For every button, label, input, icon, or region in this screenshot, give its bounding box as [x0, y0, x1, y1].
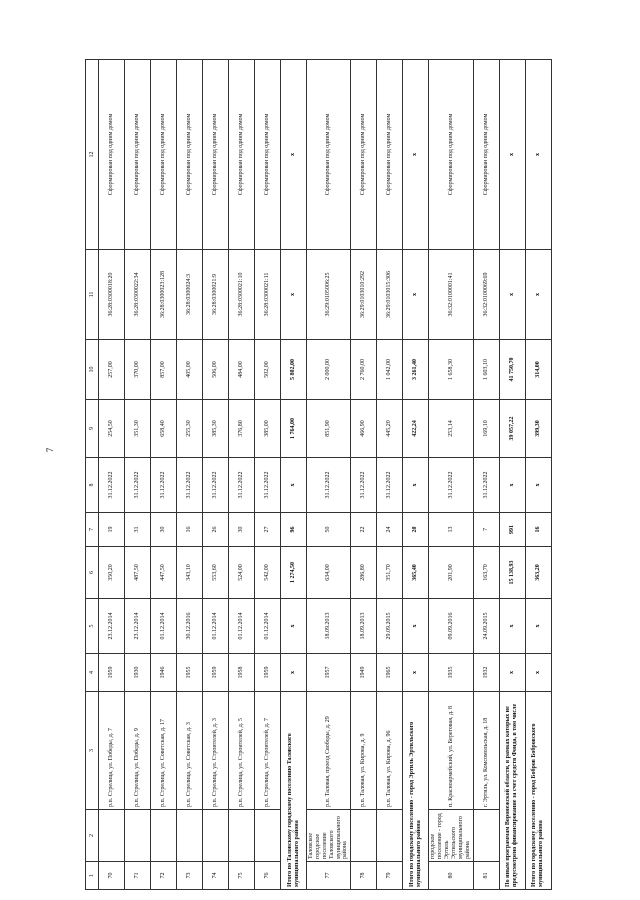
total-row	[525, 60, 551, 890]
table-cell: х	[281, 599, 307, 654]
table-cell: 542,00	[255, 547, 281, 599]
table-cell: 81	[473, 862, 499, 890]
table-cell: 363,20	[525, 547, 551, 599]
table-cell: р.п. Стрелица, ул. Строителей, д. 3	[203, 692, 229, 810]
header-cell: 6	[86, 547, 99, 599]
housing-table	[85, 59, 552, 890]
table-cell: 09.09.2016	[429, 599, 473, 654]
table-cell: х	[499, 654, 525, 692]
table-cell	[229, 810, 255, 862]
table-cell: Сформирован под одним домом	[473, 60, 499, 250]
table-cell: х	[499, 458, 525, 513]
table-cell: х	[525, 654, 551, 692]
table-cell: 2 000,00	[307, 340, 351, 400]
table-cell: 405,00	[177, 340, 203, 400]
table-cell: 1949	[351, 654, 377, 692]
table-cell: 31.12.2022	[255, 458, 281, 513]
table-cell: Сформирован под одним домом	[203, 60, 229, 250]
table-cell: 31.12.2022	[429, 458, 473, 513]
table-cell: Сформирован под одним домом	[125, 60, 151, 250]
table-cell: 201,90	[429, 547, 473, 599]
table-cell: 31.12.2022	[151, 458, 177, 513]
table-cell: х	[525, 458, 551, 513]
table-cell	[203, 810, 229, 862]
table-cell: 351,30	[125, 400, 151, 458]
table-cell: х	[525, 250, 551, 340]
table-cell: 445,20	[377, 400, 403, 458]
table-cell: 36:28:0300021:9	[203, 250, 229, 340]
table-cell: 15 138,93	[499, 547, 525, 599]
table-viewport	[85, 60, 545, 890]
table-cell: 41 750,70	[499, 340, 525, 400]
table-row	[429, 60, 473, 890]
table-cell: 80	[429, 862, 473, 890]
table-cell: Сформирован под одним домом	[177, 60, 203, 250]
table-cell: 286,80	[351, 547, 377, 599]
table-cell: городское поселение - город Эртиль Эртильского муниципального района	[429, 810, 473, 862]
table-cell: 484,00	[229, 340, 255, 400]
table-cell: 1959	[255, 654, 281, 692]
table-cell: 169,10	[473, 400, 499, 458]
table-cell: 385,00	[255, 400, 281, 458]
table-cell: р.п. Стрелица, ул. Советская, д. 3	[177, 692, 203, 810]
table-cell: 257,00	[99, 340, 125, 400]
table-cell: 1 603,10	[473, 340, 499, 400]
table-cell: Сформирован под одним домом	[307, 60, 351, 250]
table-cell: 31.12.2022	[229, 458, 255, 513]
table-cell: 399,30	[525, 400, 551, 458]
table-cell: 487,50	[125, 547, 151, 599]
header-cell: 7	[86, 513, 99, 547]
table-cell: 1955	[177, 654, 203, 692]
table-cell: 857,00	[151, 340, 177, 400]
table-cell: 658,40	[151, 400, 177, 458]
table-cell: 01.12.2014	[203, 599, 229, 654]
table-cell: 1959	[99, 654, 125, 692]
table-cell: Сформирован под одним домом	[377, 60, 403, 250]
table-cell: 72	[151, 862, 177, 890]
header-cell: 5	[86, 599, 99, 654]
table-cell: 36:32:0100069:69	[473, 250, 499, 340]
table-cell: 36:28:0300021:11	[255, 250, 281, 340]
table-cell: 553,60	[203, 547, 229, 599]
table-cell: р.п. Стрелица, ул. Строителей, д. 5	[229, 692, 255, 810]
table-cell: р.п. Таловая, проезд Свободы, д. 29	[307, 692, 351, 810]
header-cell: 8	[86, 458, 99, 513]
table-cell: р.п. Стрелица, ул. Советская, д. 17	[151, 692, 177, 810]
table-cell: 31.12.2022	[351, 458, 377, 513]
table-cell: 1958	[229, 654, 255, 692]
table-cell: Таловское городское поселение Таловского муниципального района	[307, 810, 351, 862]
table-cell: 634,00	[307, 547, 351, 599]
table-cell: 24.09.2015	[473, 599, 499, 654]
table-cell: х	[403, 458, 429, 513]
total-label: Итого по городскому поселению - город Эртиль Эртильского муниципального района	[403, 692, 429, 890]
table-cell: 351,70	[377, 547, 403, 599]
table-cell	[473, 810, 499, 862]
table-cell: 30	[151, 513, 177, 547]
table-cell: 365,40	[403, 547, 429, 599]
header-cell: 2	[86, 810, 99, 862]
table-cell: 1930	[125, 654, 151, 692]
table-cell: р.п. Стрелица, ул. Победы, д. 7	[99, 692, 125, 810]
table-cell: 13	[429, 513, 473, 547]
table-cell: 31.12.2022	[203, 458, 229, 513]
table-cell: 36:28:0300018:20	[99, 250, 125, 340]
table-cell: 71	[125, 862, 151, 890]
table-cell: 1959	[203, 654, 229, 692]
total-row	[403, 60, 429, 890]
table-row	[125, 60, 151, 890]
table-cell: 36:28:0300022:34	[125, 250, 151, 340]
table-cell: х	[281, 654, 307, 692]
table-cell: 16	[177, 513, 203, 547]
total-label: По иным программам Воронежской области, в рамках которых не предусмотрено финансирование за счет средств Фонда, в том числе	[499, 692, 525, 890]
table-cell: р.п. Таловая, ул. Кирова, д. 9	[351, 692, 377, 810]
table-cell: х	[281, 458, 307, 513]
table-cell: 1 764,00	[281, 400, 307, 458]
table-cell: 3 261,40	[403, 340, 429, 400]
table-cell: 31.12.2022	[377, 458, 403, 513]
table-row	[99, 60, 125, 890]
table-cell: 524,00	[229, 547, 255, 599]
table-row	[377, 60, 403, 890]
table-cell: 1946	[151, 654, 177, 692]
table-cell: х	[403, 60, 429, 250]
table-cell: р.п. Таловая, ул. Кирова, д. 96	[377, 692, 403, 810]
table-cell: 75	[229, 862, 255, 890]
total-label: Итого по Таловскому городскому поселению Таловского муниципального района	[281, 692, 307, 890]
table-cell: х	[281, 250, 307, 340]
table-cell: 991	[499, 513, 525, 547]
table-cell: п. Красноармейский, ул. Береговая, д. 8	[429, 692, 473, 810]
table-cell: 36:32:0100001:41	[429, 250, 473, 340]
table-cell: 31.12.2022	[125, 458, 151, 513]
table-cell: х	[499, 60, 525, 250]
table-cell: х	[525, 599, 551, 654]
table-cell: Сформирован под одним домом	[229, 60, 255, 250]
table-cell: 255,30	[177, 400, 203, 458]
header-row	[86, 60, 99, 890]
table-row	[473, 60, 499, 890]
header-cell: 9	[86, 400, 99, 458]
header-cell: 10	[86, 340, 99, 400]
table-cell: 77	[307, 862, 351, 890]
table-cell: 01.12.2014	[229, 599, 255, 654]
table-cell: х	[403, 250, 429, 340]
table-cell: 78	[351, 862, 377, 890]
total-label: Итого по городскому поселению - город Бобров Бобровского муниципального района	[525, 692, 551, 890]
table-cell: 31.12.2022	[177, 458, 203, 513]
table-cell: 50	[307, 513, 351, 547]
table-cell: 36:28:0300024:3	[177, 250, 203, 340]
table-cell: 18.09.2013	[351, 599, 377, 654]
table-body	[86, 60, 552, 890]
table-cell: 26	[203, 513, 229, 547]
table-cell: 29.09.2015	[377, 599, 403, 654]
table-cell: 31.12.2022	[99, 458, 125, 513]
table-cell	[255, 810, 281, 862]
table-cell: 163,70	[473, 547, 499, 599]
table-cell: 22	[351, 513, 377, 547]
table-cell	[125, 810, 151, 862]
table-cell: 5 802,00	[281, 340, 307, 400]
rotated-page	[85, 60, 545, 890]
table-cell: Сформирован под одним домом	[351, 60, 377, 250]
table-cell: 73	[177, 862, 203, 890]
header-cell: 11	[86, 250, 99, 340]
table-cell: 79	[377, 862, 403, 890]
table-row	[203, 60, 229, 890]
table-cell: 31	[125, 513, 151, 547]
table-row	[151, 60, 177, 890]
table-cell: х	[499, 250, 525, 340]
table-cell: 254,50	[99, 400, 125, 458]
header-cell: 4	[86, 654, 99, 692]
table-cell: 19	[99, 513, 125, 547]
table-cell: 343,10	[177, 547, 203, 599]
table-cell: 466,90	[351, 400, 377, 458]
table-cell: 30.12.2016	[177, 599, 203, 654]
table-cell: 376,80	[229, 400, 255, 458]
table-cell: 23.12.2014	[125, 599, 151, 654]
table-cell: р.п. Стрелица, ул. Строителей, д. 7	[255, 692, 281, 810]
table-cell: 18.09.2013	[307, 599, 351, 654]
table-cell: 385,30	[203, 400, 229, 458]
table-cell: р.п. Стрелица, ул. Победы, д. 9	[125, 692, 151, 810]
table-cell: 70	[99, 862, 125, 890]
table-cell: 1 274,50	[281, 547, 307, 599]
table-cell: 96	[281, 513, 307, 547]
table-cell: 01.12.2014	[151, 599, 177, 654]
table-cell: 253,14	[429, 400, 473, 458]
table-cell: 1965	[377, 654, 403, 692]
table-cell: 350,20	[99, 547, 125, 599]
table-cell: Сформирован под одним домом	[99, 60, 125, 250]
table-cell: 36:29:0105006:25	[307, 250, 351, 340]
table-cell: 24	[377, 513, 403, 547]
table-cell: 851,90	[307, 400, 351, 458]
table-cell: 31.12.2022	[473, 458, 499, 513]
table-cell: 36:29:0103015:306	[377, 250, 403, 340]
table-cell: 314,00	[525, 340, 551, 400]
table-cell: Сформирован под одним домом	[151, 60, 177, 250]
header-cell: 1	[86, 862, 99, 890]
table-cell: х	[403, 599, 429, 654]
table-cell: 1932	[473, 654, 499, 692]
table-cell	[99, 810, 125, 862]
table-cell: 502,00	[255, 340, 281, 400]
table-cell: г. Эртиль, ул. Комсомольская, д. 18	[473, 692, 499, 810]
table-cell: х	[281, 60, 307, 250]
table-cell: 1935	[429, 654, 473, 692]
table-cell: 36:29:0103010:292	[351, 250, 377, 340]
page-number: 7	[45, 447, 55, 453]
table-cell: 23.12.2014	[99, 599, 125, 654]
table-cell: 39 057,22	[499, 400, 525, 458]
table-cell: 1 658,30	[429, 340, 473, 400]
table-cell: х	[403, 654, 429, 692]
table-cell: 31.12.2022	[307, 458, 351, 513]
header-cell: 3	[86, 692, 99, 810]
table-row	[177, 60, 203, 890]
table-cell	[177, 810, 203, 862]
table-cell: 16	[525, 513, 551, 547]
table-cell: 7	[473, 513, 499, 547]
table-cell: 74	[203, 862, 229, 890]
table-row	[307, 60, 351, 890]
table-cell: 422,24	[403, 400, 429, 458]
table-cell: х	[499, 599, 525, 654]
total-row	[499, 60, 525, 890]
table-row	[351, 60, 377, 890]
table-cell: 447,50	[151, 547, 177, 599]
table-cell: 20	[403, 513, 429, 547]
table-cell: 1 042,00	[377, 340, 403, 400]
table-cell: 27	[255, 513, 281, 547]
table-cell: 2 760,00	[351, 340, 377, 400]
table-cell: 370,00	[125, 340, 151, 400]
table-cell: 36:28:0300021:10	[229, 250, 255, 340]
table-cell: Сформирован под одним домом	[255, 60, 281, 250]
table-cell	[377, 810, 403, 862]
table-cell: 30	[229, 513, 255, 547]
table-cell	[151, 810, 177, 862]
table-cell: Сформирован под одним домом	[429, 60, 473, 250]
table-cell: 36:28:0300023:128	[151, 250, 177, 340]
table-row	[255, 60, 281, 890]
table-cell: 506,00	[203, 340, 229, 400]
table-cell: 76	[255, 862, 281, 890]
table-cell: 01.12.2014	[255, 599, 281, 654]
table-cell	[351, 810, 377, 862]
table-row	[229, 60, 255, 890]
header-cell: 12	[86, 60, 99, 250]
table-cell: 1957	[307, 654, 351, 692]
table-cell: х	[525, 60, 551, 250]
total-row	[281, 60, 307, 890]
